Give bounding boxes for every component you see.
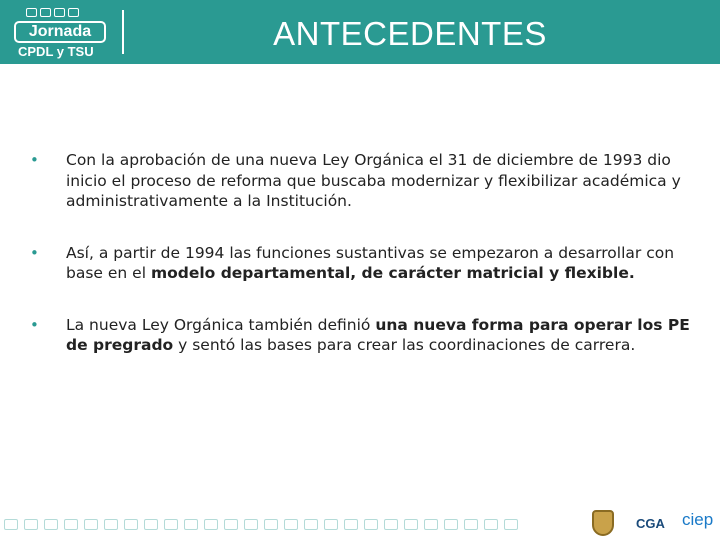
bullet-dot-icon: • — [30, 315, 39, 334]
clock-icon — [68, 8, 79, 17]
bullet-item — [30, 315, 690, 356]
bullet-text-bold: una nueva forma para operar los PE de pregrado — [66, 315, 690, 354]
clock-icon — [204, 519, 218, 530]
bullet-text: y sentó las bases para crear las coordinaciones de carrera. — [173, 336, 636, 354]
calendar-icon — [44, 519, 58, 530]
monitor-icon — [144, 519, 158, 530]
footer-icon-strip — [0, 512, 584, 536]
monitor-icon — [84, 519, 98, 530]
clock-icon — [124, 519, 138, 530]
monitor-icon — [24, 519, 38, 530]
calendar-icon — [324, 519, 338, 530]
ciep-logo: ciep — [682, 510, 714, 529]
footer — [0, 508, 720, 540]
bullet-list — [30, 150, 690, 387]
bullet-item — [30, 243, 690, 284]
slide-title: ANTECEDENTES — [273, 15, 547, 52]
calendar-icon — [424, 519, 438, 530]
clock-icon — [364, 519, 378, 530]
jornada-logo — [14, 6, 134, 60]
calendar-icon — [104, 519, 118, 530]
calendar-icon — [264, 519, 278, 530]
logo-divider — [122, 10, 124, 54]
bullet-text: Así, a partir de 1994 las funciones sustantivas se empezaron a desarrollar con base en el — [66, 243, 675, 282]
university-seal-icon — [592, 510, 614, 536]
clock-icon — [64, 519, 78, 530]
header-bar — [0, 0, 720, 64]
bullet-dot-icon: • — [30, 243, 39, 262]
clock-icon — [444, 519, 458, 530]
monitor-icon — [464, 519, 478, 530]
calendar-icon — [224, 519, 238, 530]
bullet-text-bold: modelo departamental, de carácter matricial y flexible. — [150, 264, 635, 282]
logo-word: Jornada — [14, 21, 106, 43]
monitor-icon — [344, 519, 358, 530]
calendar-icon — [384, 519, 398, 530]
cga-logo: CGA — [636, 516, 665, 531]
calendar-icon — [484, 519, 498, 530]
monitor-icon — [184, 519, 198, 530]
calendar-icon — [40, 8, 51, 17]
calendar-icon — [164, 519, 178, 530]
monitor-icon — [244, 519, 258, 530]
monitor-icon — [404, 519, 418, 530]
logo-icons — [26, 8, 79, 17]
monitor-icon — [304, 519, 318, 530]
calendar-icon — [4, 519, 18, 530]
bullet-text: Con la aprobación de una nueva Ley Orgánica el 31 de diciembre de 1993 dio inicio el proceso de reforma que buscaba modernizar y flexibilizar académica y administrativamente a la Institución. — [66, 151, 681, 210]
bullet-dot-icon: • — [30, 151, 39, 169]
bullet-item — [30, 150, 690, 212]
logo-subtitle: CPDL y TSU — [18, 44, 94, 59]
calendar-icon — [26, 8, 37, 17]
clock-icon — [284, 519, 298, 530]
monitor-icon — [54, 8, 65, 17]
bullet-text: La nueva Ley Orgánica también definió — [66, 315, 376, 334]
monitor-icon — [504, 519, 518, 530]
